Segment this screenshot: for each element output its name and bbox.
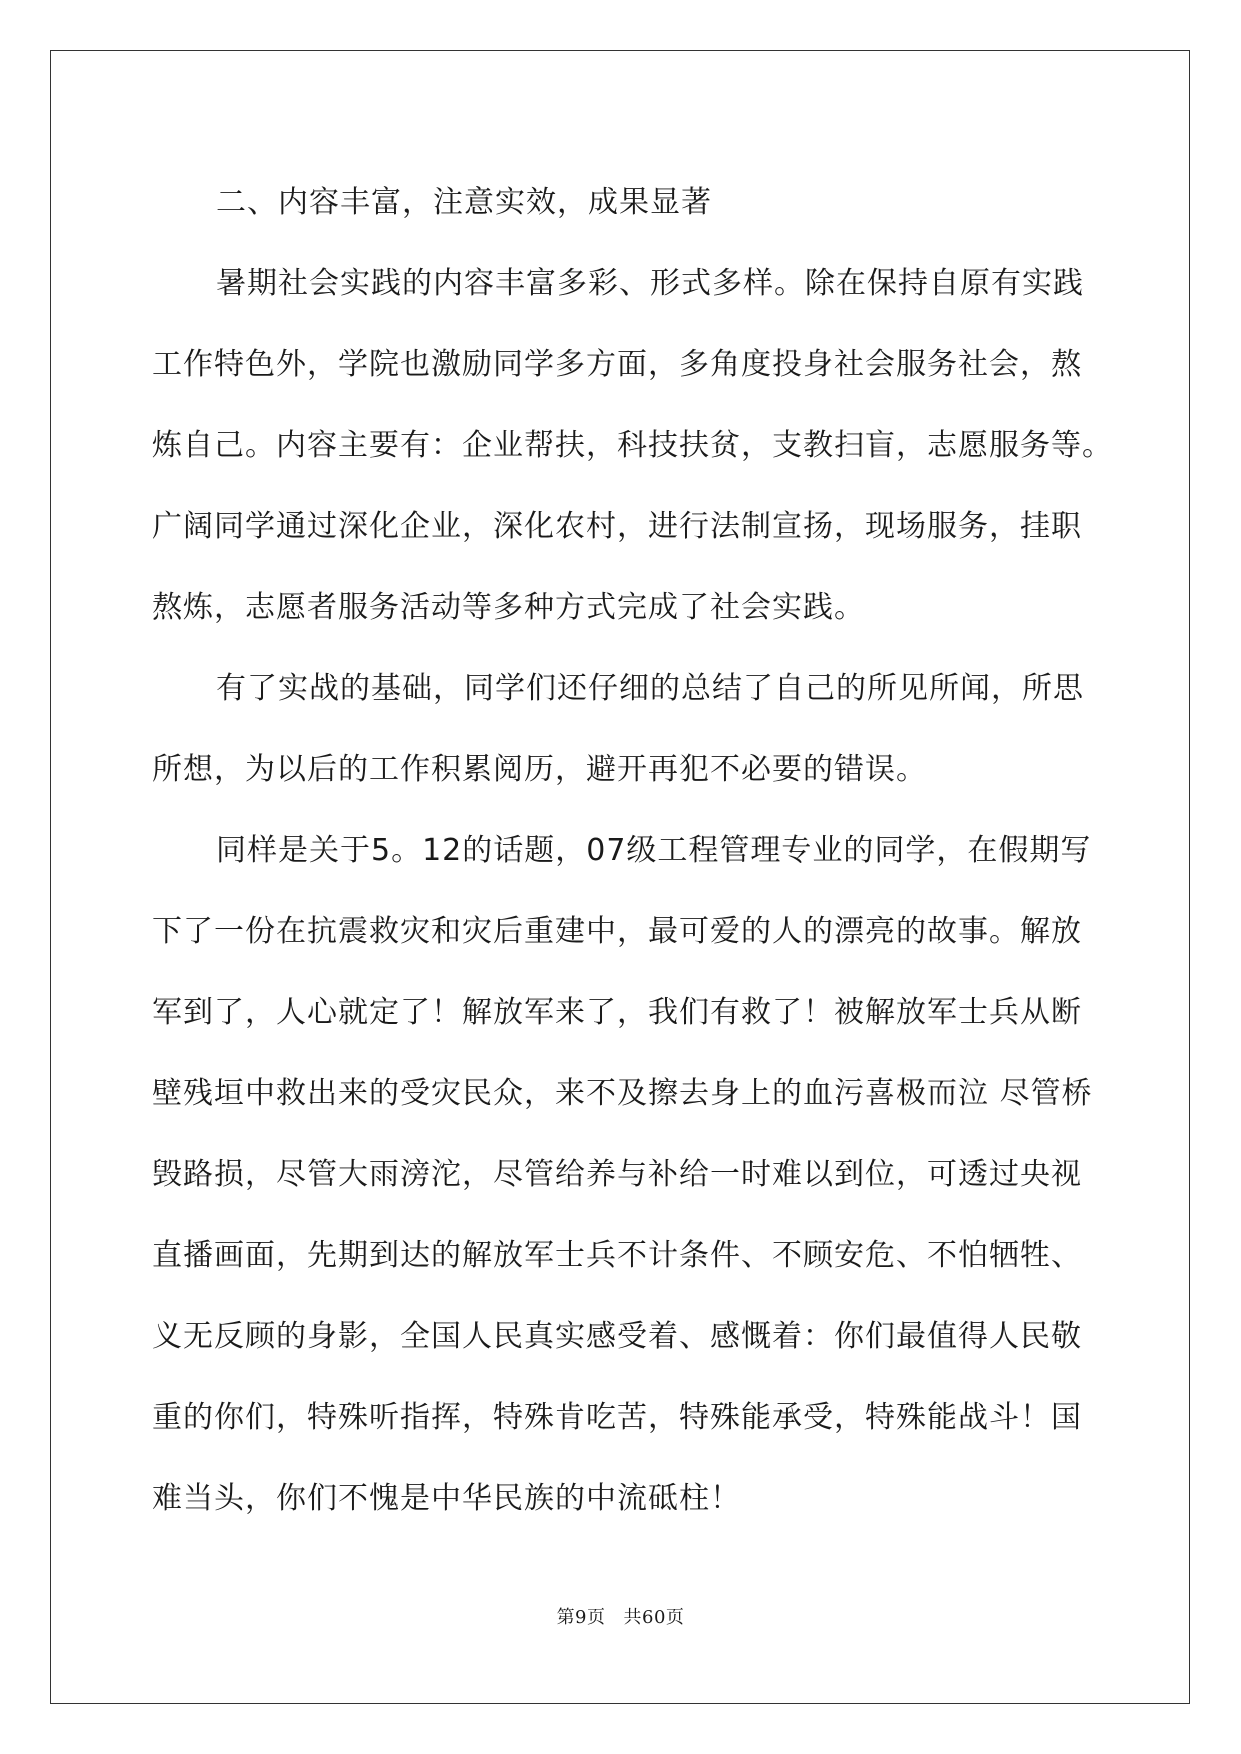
- page-total: 共60页: [623, 1607, 685, 1628]
- paragraph-line: 工作特色外，学院也激励同学多方面，多角度投身社会服务社会，熬: [152, 347, 1082, 382]
- section-heading: 二、内容丰富，注意实效，成果显著: [216, 185, 712, 220]
- paragraph-line: 难当头，你们不愧是中华民族的中流砥柱！: [152, 1481, 741, 1516]
- paragraph-line: 下了一份在抗震救灾和灾后重建中，最可爱的人的漂亮的故事。解放: [152, 914, 1082, 949]
- paragraph-line: 同样是关于5。12的话题，07级工程管理专业的同学，在假期写: [216, 833, 1092, 868]
- paragraph-line: 熬炼，志愿者服务活动等多种方式完成了社会实践。: [152, 590, 865, 625]
- paragraph-line: 壁残垣中救出来的受灾民众，来不及擦去身上的血污喜极而泣 尽管桥: [152, 1076, 1093, 1111]
- paragraph-line: 军到了，人心就定了！解放军来了，我们有救了！被解放军士兵从断: [152, 995, 1082, 1030]
- paragraph-line: 直播画面，先期到达的解放军士兵不计条件、不顾安危、不怕牺牲、: [152, 1238, 1082, 1273]
- paragraph-line: 炼自己。内容主要有：企业帮扶，科技扶贫，支教扫盲，志愿服务等。: [152, 428, 1113, 463]
- document-body: [152, 162, 1113, 1539]
- paragraph-line: 广阔同学通过深化企业，深化农村，进行法制宣扬，现场服务，挂职: [152, 509, 1082, 544]
- paragraph-line: 毁路损，尽管大雨滂沱，尽管给养与补给一时难以到位，可透过央视: [152, 1157, 1082, 1192]
- paragraph-line: 所想，为以后的工作积累阅历，避开再犯不必要的错误。: [152, 752, 927, 787]
- paragraph-line: 暑期社会实践的内容丰富多彩、形式多样。除在保持自原有实践: [216, 266, 1084, 301]
- paragraph-line: 义无反顾的身影，全国人民真实感受着、感慨着：你们最值得人民敬: [152, 1319, 1082, 1354]
- paragraph-line: 重的你们，特殊听指挥，特殊肯吃苦，特殊能承受，特殊能战斗！国: [152, 1400, 1082, 1435]
- page-footer: [0, 1603, 1241, 1629]
- paragraph-line: 有了实战的基础，同学们还仔细的总结了自己的所见所闻，所思: [216, 671, 1084, 706]
- page-number: 第9页: [556, 1607, 606, 1628]
